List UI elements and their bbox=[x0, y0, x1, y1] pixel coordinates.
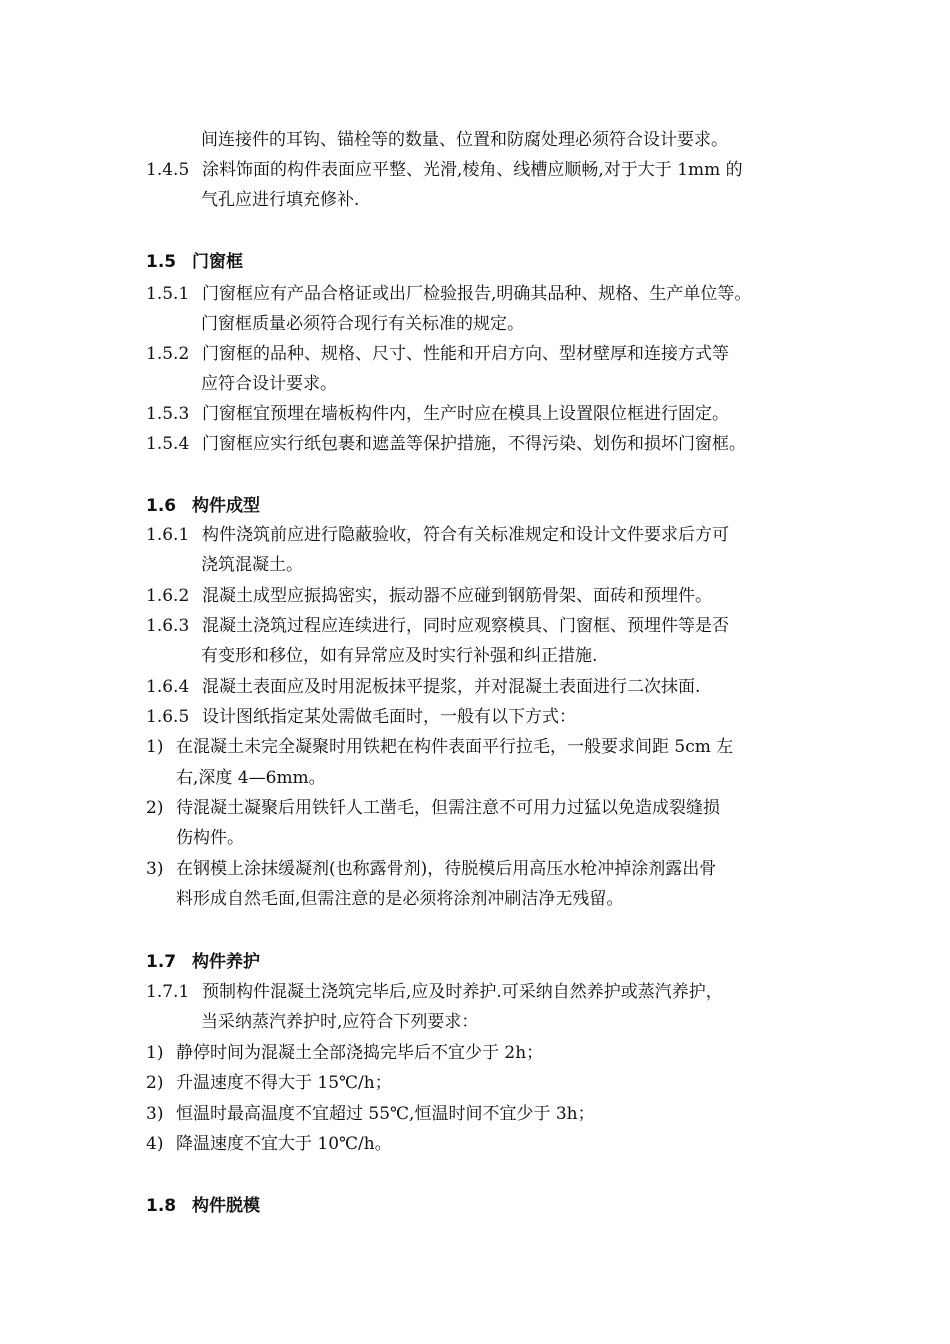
clause-number: 1.6.4 bbox=[146, 677, 190, 697]
clause-number: 1.6.5 bbox=[146, 707, 190, 727]
clause-1-4-5 bbox=[146, 159, 743, 181]
list-item-continuation: 料形成自然毛面,但需注意的是必须将涂剂冲刷洁净无残留。 bbox=[176, 889, 624, 909]
clause-number: 1.4.5 bbox=[146, 160, 190, 180]
clause-1-6-1 bbox=[146, 524, 729, 546]
clause-text: 混凝土成型应振捣密实，振动器不应碰到钢筋骨架、面砖和预埋件。 bbox=[202, 586, 712, 606]
clause-number: 1.5.4 bbox=[146, 434, 190, 454]
clause-1-7-1-continuation: 当采纳蒸汽养护时,应符合下列要求： bbox=[201, 1012, 479, 1032]
list-item-text: 静停时间为混凝土全部浇捣完毕后不宜少于 2h； bbox=[176, 1043, 544, 1063]
section-number: 1.5 bbox=[146, 252, 177, 272]
clause-1-6-4 bbox=[146, 676, 700, 698]
section-number: 1.6 bbox=[146, 496, 177, 516]
clause-number: 1.6.3 bbox=[146, 616, 190, 636]
clause-text: 预制构件混凝土浇筑完毕后,应及时养护.可采纳自然养护或蒸汽养护， bbox=[202, 982, 723, 1002]
section-title: 构件脱模 bbox=[192, 1196, 260, 1216]
clause-1-6-2 bbox=[146, 585, 712, 607]
clause-number: 1.5.1 bbox=[146, 284, 190, 304]
clause-text: 门窗框应有产品合格证或出厂检验报告,明确其品种、规格、生产单位等。 bbox=[202, 284, 752, 304]
clause-text: 混凝土表面应及时用泥板抹平提浆，并对混凝土表面进行二次抹面. bbox=[202, 677, 701, 697]
clause-text: 构件浇筑前应进行隐蔽验收，符合有关标准规定和设计文件要求后方可 bbox=[202, 525, 729, 545]
paragraph-continuation: 间连接件的耳钩、锚栓等的数量、位置和防腐处理必须符合设计要求。 bbox=[201, 130, 728, 150]
list-item bbox=[146, 1042, 543, 1064]
clause-number: 1.5.3 bbox=[146, 404, 190, 424]
section-heading-1-8 bbox=[146, 1195, 260, 1217]
list-item-number: 1) bbox=[146, 1043, 164, 1063]
list-item-continuation: 右,深度 4—6mm。 bbox=[176, 768, 326, 788]
list-item bbox=[146, 1133, 392, 1155]
list-item bbox=[146, 858, 716, 880]
clause-text: 门窗框宜预埋在墙板构件内，生产时应在模具上设置限位框进行固定。 bbox=[202, 404, 729, 424]
list-item-text: 升温速度不得大于 15℃/h； bbox=[176, 1073, 392, 1093]
section-heading-1-6 bbox=[146, 495, 260, 517]
section-title: 构件养护 bbox=[192, 952, 260, 972]
clause-text: 设计图纸指定某处需做毛面时，一般有以下方式： bbox=[202, 707, 576, 727]
section-number: 1.8 bbox=[146, 1196, 177, 1216]
clause-1-5-1 bbox=[146, 283, 751, 305]
clause-text: 涂料饰面的构件表面应平整、光滑,棱角、线槽应顺畅,对于大于 1mm 的 bbox=[202, 160, 743, 180]
clause-1-4-5-continuation: 气孔应进行填充修补. bbox=[201, 190, 360, 210]
section-heading-1-5 bbox=[146, 251, 243, 273]
list-item-number: 2) bbox=[146, 1073, 164, 1093]
list-item-number: 1) bbox=[146, 737, 164, 757]
clause-1-6-3-continuation: 有变形和移位，如有异常应及时实行补强和纠正措施. bbox=[201, 646, 598, 666]
list-item-text: 在混凝土未完全凝聚时用铁耙在构件表面平行拉毛，一般要求间距 5cm 左 bbox=[176, 737, 734, 757]
list-item-continuation: 伤构件。 bbox=[176, 828, 244, 848]
clause-text: 门窗框的品种、规格、尺寸、性能和开启方向、型材壁厚和连接方式等 bbox=[202, 344, 729, 364]
list-item-text: 在钢模上涂抹缓凝剂(也称露骨剂)，待脱模后用高压水枪冲掉涂剂露出骨 bbox=[176, 859, 717, 879]
clause-number: 1.5.2 bbox=[146, 344, 190, 364]
clause-1-5-4 bbox=[146, 433, 746, 455]
section-heading-1-7 bbox=[146, 951, 260, 973]
list-item bbox=[146, 797, 720, 819]
list-item bbox=[146, 1072, 392, 1094]
section-title: 构件成型 bbox=[192, 496, 260, 516]
section-title: 门窗框 bbox=[192, 252, 243, 272]
clause-1-5-3 bbox=[146, 403, 729, 425]
clause-number: 1.7.1 bbox=[146, 982, 190, 1002]
list-item-number: 3) bbox=[146, 1104, 164, 1124]
list-item-text: 降温速度不宜大于 10℃/h。 bbox=[176, 1134, 392, 1154]
list-item bbox=[146, 736, 733, 758]
clause-number: 1.6.2 bbox=[146, 586, 190, 606]
clause-1-5-2-continuation: 应符合设计要求。 bbox=[201, 374, 337, 394]
list-item-number: 3) bbox=[146, 859, 164, 879]
list-item-number: 2) bbox=[146, 798, 164, 818]
clause-1-6-1-continuation: 浇筑混凝土。 bbox=[201, 555, 303, 575]
clause-1-5-1-continuation: 门窗框质量必须符合现行有关标准的规定。 bbox=[201, 314, 524, 334]
clause-text: 门窗框应实行纸包裹和遮盖等保护措施，不得污染、划伤和损坏门窗框。 bbox=[202, 434, 746, 454]
clause-1-7-1 bbox=[146, 981, 723, 1003]
clause-number: 1.6.1 bbox=[146, 525, 190, 545]
list-item bbox=[146, 1103, 595, 1125]
clause-1-5-2 bbox=[146, 343, 729, 365]
clause-text: 混凝土浇筑过程应连续进行，同时应观察模具、门窗框、预埋件等是否 bbox=[202, 616, 729, 636]
section-number: 1.7 bbox=[146, 952, 177, 972]
list-item-text: 待混凝土凝聚后用铁钎人工凿毛，但需注意不可用力过猛以免造成裂缝损 bbox=[176, 798, 720, 818]
list-item-number: 4) bbox=[146, 1134, 164, 1154]
clause-1-6-5 bbox=[146, 706, 576, 728]
clause-1-6-3 bbox=[146, 615, 729, 637]
list-item-text: 恒温时最高温度不宜超过 55℃,恒温时间不宜少于 3h； bbox=[176, 1104, 595, 1124]
